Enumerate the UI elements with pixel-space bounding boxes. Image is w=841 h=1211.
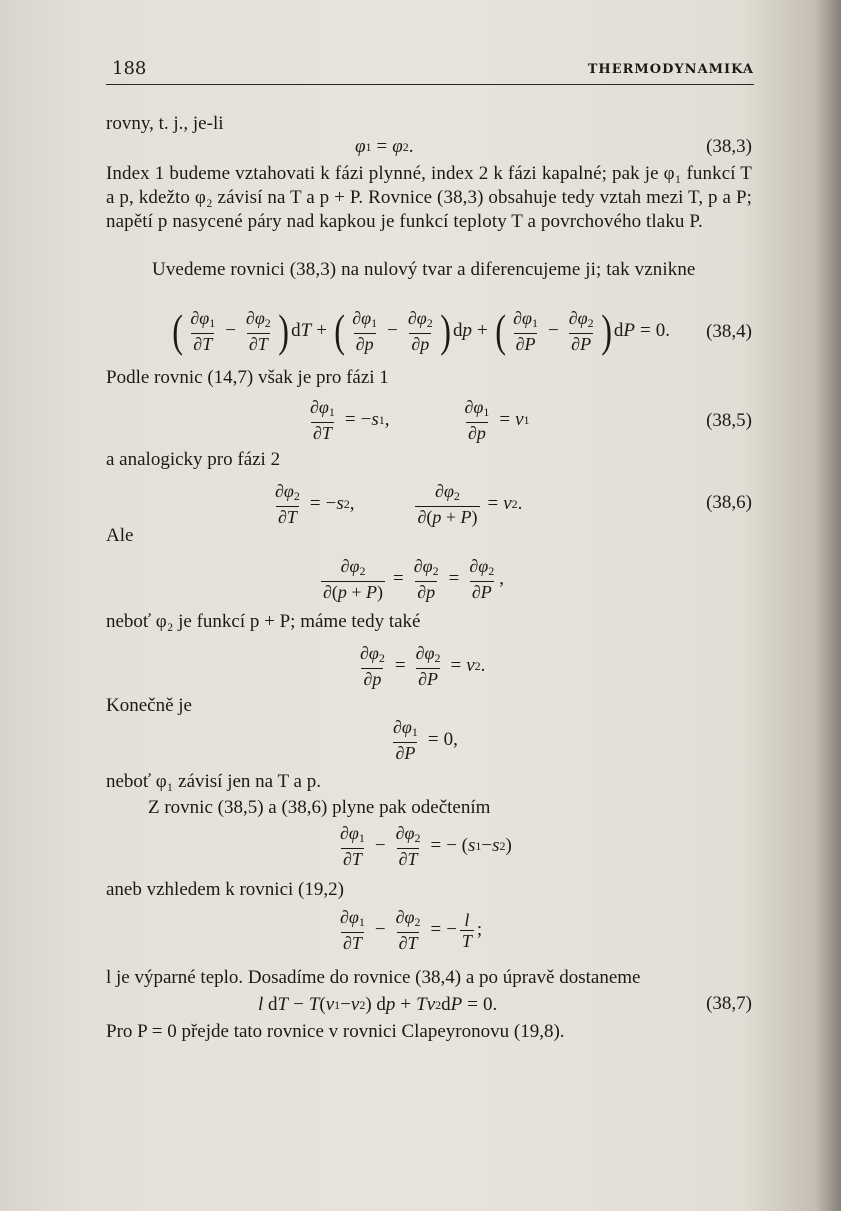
text-line-l: l je výparné teplo. Dosadíme do rovnice (38,4) a po úpravě dostaneme <box>106 967 641 988</box>
text-line-z-rovnic: Z rovnic (38,5) a (38,6) plyne pak odečtením <box>148 797 491 818</box>
equation-number-38-6: (38,6) <box>706 492 752 513</box>
paragraph-uvedeme-text: Uvedeme rovnici (38,3) na nulový tvar a diferencujeme ji; tak vznikne <box>152 259 696 280</box>
equation-number-38-4: (38,4) <box>706 321 752 342</box>
header-rule <box>106 84 754 85</box>
equation-vyparne: $\frac{\partial\varphi_1}{\partial T}$ − $\frac{\partial\varphi_2}{\partial T}$ = − $\frac{l}{T}$ ; <box>340 907 483 953</box>
equation-38-5: $\frac{\partial\varphi_1}{\partial T}$ = − s 1 , $\frac{\partial\varphi_1}{\partial p}$ = v 1 <box>310 397 530 443</box>
running-title: THERMODYNAMIKA <box>587 62 754 77</box>
text-line-aneb: aneb vzhledem k rovnici (19,2) <box>106 879 344 900</box>
paragraph-index <box>106 162 752 234</box>
text-line-nebot-2: neboť φ₁ závisí jen na T a p. <box>106 771 321 792</box>
text-line-nebot-1: neboť φ₂ je funkcí p + P; máme tedy také <box>106 611 421 632</box>
text-line-ale: Ale <box>106 525 134 546</box>
text-line-rovny: rovny, t. j., je-li <box>106 113 224 134</box>
equation-38-3: φ 1 = φ 2 . <box>355 136 414 157</box>
equation-tedy-take: $\frac{\partial\varphi_2}{\partial p}$ = $\frac{\partial\varphi_2}{\partial P}$ = v 2 . <box>360 643 486 689</box>
text-line-analog: a analogicky pro fázi 2 <box>106 449 281 470</box>
equation-number-38-7: (38,7) <box>706 993 752 1014</box>
page-number: 188 <box>112 58 147 79</box>
paragraph-uvedeme <box>106 258 752 282</box>
equation-konecne: $\frac{\partial\varphi_1}{\partial P}$ = 0, <box>393 717 458 763</box>
equation-38-4: ( $\frac{\partial\varphi_1}{\partial T}$ − $\frac{\partial\varphi_2}{\partial T}$ ) d T + ( $\frac{\partial\varphi_1}{\partial p}$ − $\frac{\partial\varphi_2}{\partial p}$ ) d p + ( $\frac{\partial\varphi_1}{\partial P}$ − $\frac{\partial\varphi_2}{\partial P}$ ) d P = 0. <box>172 305 670 356</box>
equation-odecteni: $\frac{\partial\varphi_1}{\partial T}$ − $\frac{\partial\varphi_2}{\partial T}$ = − ( s 1 − s 2 ) <box>340 823 512 869</box>
text-line-pro: Pro P = 0 přejde tato rovnice v rovnici Clapeyronovu (19,8). <box>106 1021 565 1042</box>
equation-ale: $\frac{\partial\varphi_2}{\partial(p + P)}$ = $\frac{\partial\varphi_2}{\partial p}$ = $\frac{\partial\varphi_2}{\partial P}$ , <box>323 556 504 602</box>
equation-38-6: $\frac{\partial\varphi_2}{\partial T}$ = − s 2 , $\frac{\partial\varphi_2}{\partial(p + P)}$ = v 2 . <box>275 481 523 527</box>
equation-38-7: l d T − T ( v 1 − v 2 ) d p + Tv 2 d P = 0. <box>258 994 498 1015</box>
text-line-konecne: Konečně je <box>106 695 192 716</box>
equation-number-38-3: (38,3) <box>706 136 752 157</box>
paragraph-index-text: Index 1 budeme vztahovati k fázi plynné, index 2 k fázi kapalné; pak je φ₁ funkcí T a p, kdežto φ₂ závisí na T a p + P. Rovnice (38,3) obsahuje tedy vztah mezi T, p a P; napětí p nasycené páry nad kapkou je funkcí teploty T a povrchového tlaku P. <box>106 163 752 232</box>
text-line-podle: Podle rovnic (14,7) však je pro fázi 1 <box>106 367 389 388</box>
equation-number-38-5: (38,5) <box>706 410 752 431</box>
